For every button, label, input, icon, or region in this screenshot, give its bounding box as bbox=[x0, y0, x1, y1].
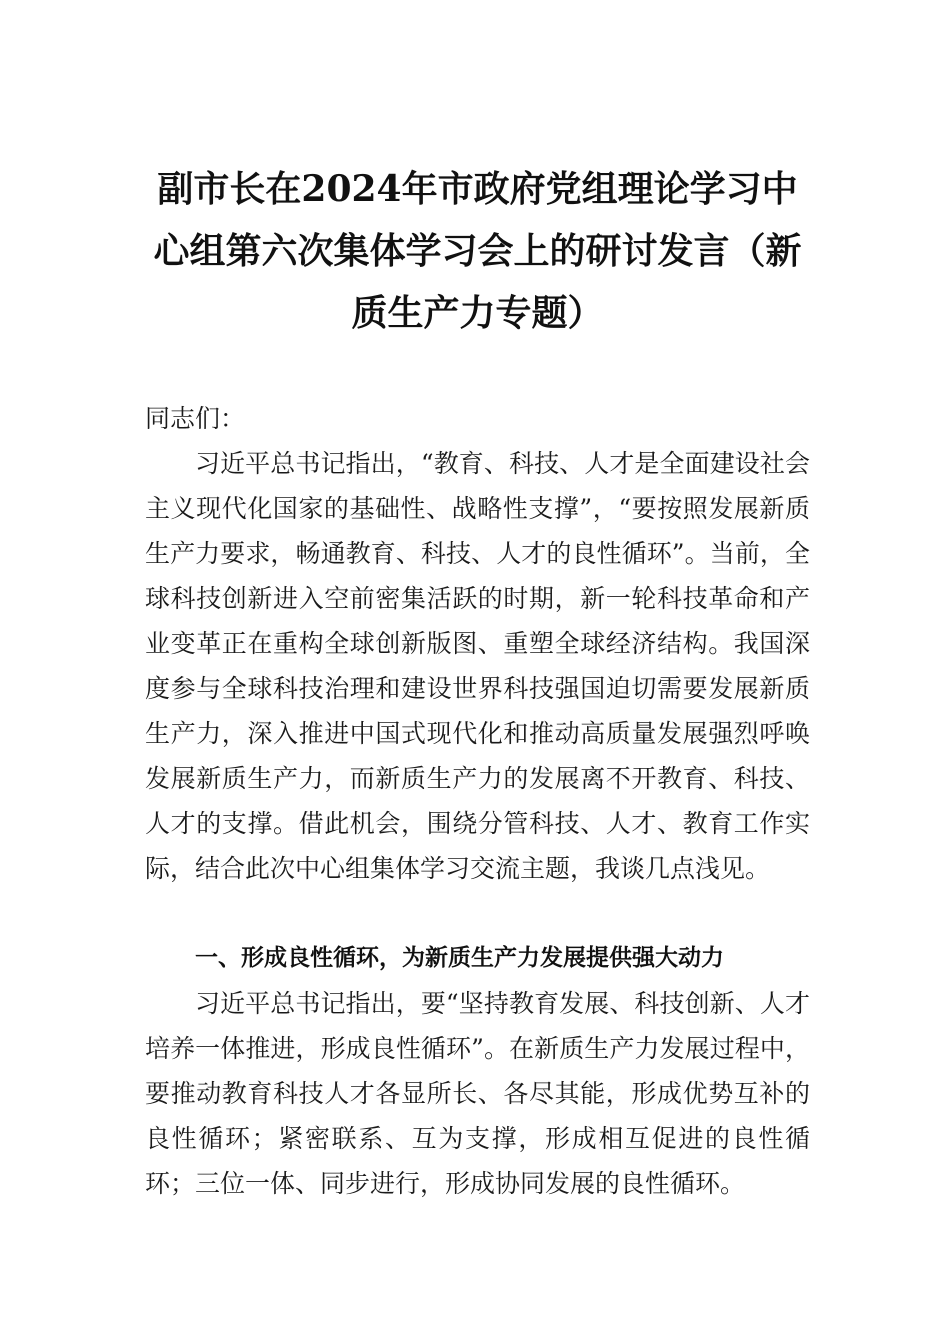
section-paragraph: 习近平总书记指出，要“坚持教育发展、科技创新、人才培养一体推进，形成良性循环”。在新质生产力发展过程中，要推动教育科技人才各显所长、各尽其能，形成优势互补的良性循环；紧密联系、互为支撑，形成相互促进的良性循环；三位一体、同步进行，形成协同发展的良性循环。 bbox=[145, 989, 810, 1198]
document-title: 副市长在2024年市政府党组理论学习中心组第六次集体学习会上的研讨发言（新质生产力专题） bbox=[153, 168, 802, 334]
greeting: 同志们： bbox=[145, 404, 246, 433]
section-heading: 一、形成良性循环，为新质生产力发展提供强大动力 bbox=[195, 945, 724, 971]
intro-paragraph: 习近平总书记指出，“教育、科技、人才是全面建设社会主义现代化国家的基础性、战略性支撑”，“要按照发展新质生产力要求，畅通教育、科技、人才的良性循环”。当前，全球科技创新进入空前密集活跃的时期，新一轮科技革命和产业变革正在重构全球创新版图、重塑全球经济结构。我国深度参与全球科技治理和建设世界科技强国迫切需要发展新质生产力，深入推进中国式现代化和推动高质量发展强烈呼唤发展新质生产力，而新质生产力的发展离不开教育、科技、人才的支撑。借此机会，围绕分管科技、人才、教育工作实际，结合此次中心组集体学习交流主题，我谈几点浅见。 bbox=[145, 449, 810, 883]
